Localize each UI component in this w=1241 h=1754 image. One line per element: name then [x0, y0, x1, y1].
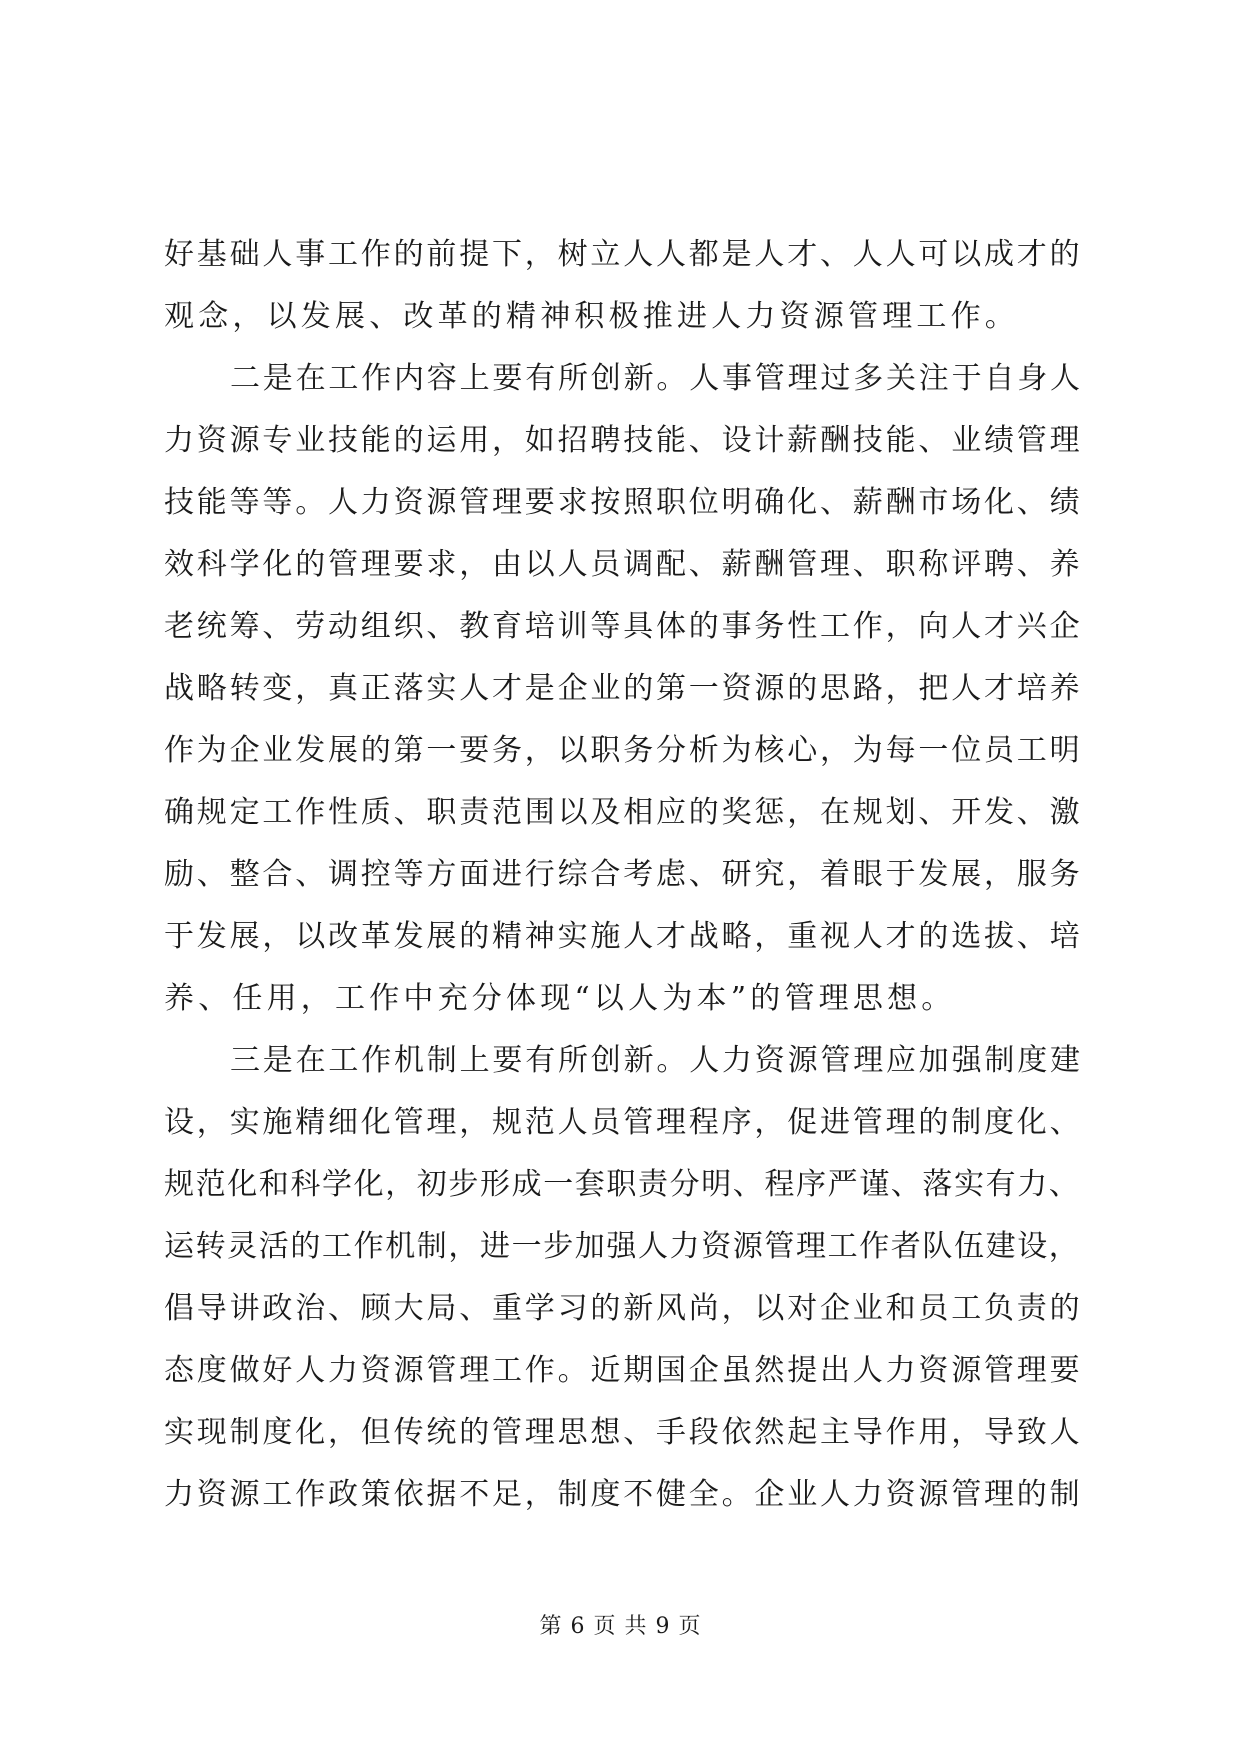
text-line: 励、整合、调控等方面进行综合考虑、研究，着眼于发展，服务	[164, 857, 1083, 892]
paragraph-first-line: 三是在工作机制上要有所创新。人力资源管理应加强制度建	[230, 1043, 1083, 1078]
text-line: 好基础人事工作的前提下，树立人人都是人才、人人可以成才的	[164, 237, 1083, 272]
text-line: 实现制度化，但传统的管理思想、手段依然起主导作用，导致人	[164, 1415, 1083, 1450]
text-line: 设，实施精细化管理，规范人员管理程序，促进管理的制度化、	[164, 1105, 1083, 1140]
paragraph-first-line: 二是在工作内容上要有所创新。人事管理过多关注于自身人	[230, 361, 1083, 396]
text-line: 技能等等。人力资源管理要求按照职位明确化、薪酬市场化、绩	[164, 485, 1083, 520]
text-line: 规范化和科学化，初步形成一套职责分明、程序严谨、落实有力、	[164, 1167, 1081, 1202]
text-line: 确规定工作性质、职责范围以及相应的奖惩，在规划、开发、激	[164, 795, 1083, 830]
page-number-footer: 第 6 页 共 9 页	[539, 1614, 702, 1639]
text-line: 老统筹、劳动组织、教育培训等具体的事务性工作，向人才兴企	[164, 609, 1083, 644]
text-line: 效科学化的管理要求，由以人员调配、薪酬管理、职称评聘、养	[164, 547, 1083, 582]
text-line: 倡导讲政治、顾大局、重学习的新风尚，以对企业和员工负责的	[164, 1291, 1083, 1326]
text-line: 战略转变，真正落实人才是企业的第一资源的思路，把人才培养	[164, 671, 1083, 706]
text-line: 观念，以发展、改革的精神积极推进人力资源管理工作。	[164, 299, 1019, 334]
text-line: 养、任用，工作中充分体现“以人为本”的管理思想。	[164, 981, 956, 1016]
body-text	[164, 224, 1084, 1526]
text-line: 力资源工作政策依据不足，制度不健全。企业人力资源管理的制	[164, 1477, 1083, 1512]
text-line: 于发展，以改革发展的精神实施人才战略，重视人才的选拔、培	[164, 919, 1083, 954]
text-line: 作为企业发展的第一要务，以职务分析为核心，为每一位员工明	[164, 733, 1083, 768]
text-line: 力资源专业技能的运用，如招聘技能、设计薪酬技能、业绩管理	[164, 423, 1083, 458]
text-line: 态度做好人力资源管理工作。近期国企虽然提出人力资源管理要	[164, 1353, 1083, 1388]
text-line: 运转灵活的工作机制，进一步加强人力资源管理工作者队伍建设，	[164, 1229, 1081, 1264]
